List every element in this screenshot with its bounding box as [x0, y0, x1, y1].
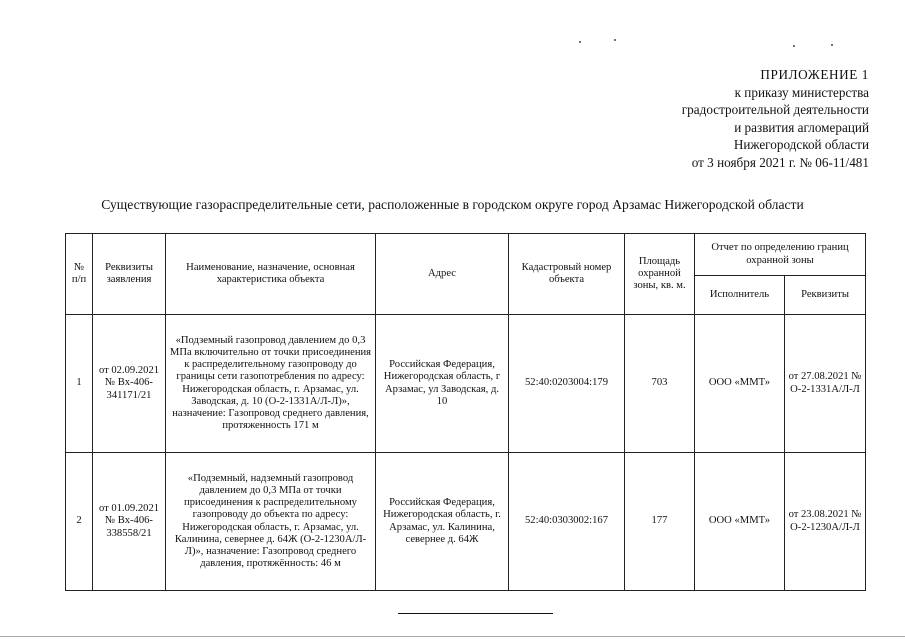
cell-area: 703: [625, 315, 695, 453]
table-row: [66, 315, 866, 453]
document-title: Существующие газораспределительные сети, расположенные в городском округе город Арзамас Нижегородской области: [101, 197, 804, 212]
cell-requisites: от 02.09.2021 № Вх-406-341171/21: [93, 315, 166, 453]
col-header-name: Наименование, назначение, основная характеристика объекта: [166, 234, 376, 315]
scan-speck: [579, 41, 581, 43]
cell-cadastral: 52:40:0303002:167: [509, 453, 625, 591]
cell-num: 1: [66, 315, 93, 453]
cell-executor: ООО «ММТ»: [695, 315, 785, 453]
scan-speck: [793, 45, 795, 47]
appendix-line: от 3 ноября 2021 г. № 06-11/481: [691, 154, 869, 170]
scan-speck: [831, 44, 833, 46]
col-header-report-group: Отчет по определению границ охранной зоны: [695, 234, 866, 276]
appendix-line: градостроительной деятельности: [681, 102, 869, 118]
scan-bottom-edge: [0, 636, 905, 637]
scan-speck: [614, 39, 616, 41]
col-header-num: № п/п: [66, 234, 93, 315]
cell-requisites: от 01.09.2021 № Вх-406-338558/21: [93, 453, 166, 591]
col-header-requisites: Реквизиты заявления: [93, 234, 166, 315]
cell-report-requisites: от 27.08.2021 № О-2-1331А/Л-Л: [785, 315, 866, 453]
appendix-title: ПРИЛОЖЕНИЕ 1: [760, 67, 869, 82]
appendix-line: Нижегородской области: [733, 137, 869, 153]
gas-networks-table: [65, 233, 866, 591]
closing-line: [398, 613, 553, 614]
cell-address: Российская Федерация, Нижегородская область, г Арзамас, ул Заводская, д. 10: [376, 315, 509, 453]
col-header-address: Адрес: [376, 234, 509, 315]
cell-name: «Подземный, надземный газопровод давлением до 0,3 МПа от точки присоединения к распределительному газопроводу до объекта по адресу: Нижегородская область, г. Арзамас, ул. Калинина, севернее д. 64Ж (О-2-1230А/Л-Л)», назначение: Газопровод среднего давления, протяжённость: 46 м: [166, 453, 376, 591]
cell-address: Российская Федерация, Нижегородская область, г. Арзамас, ул. Калинина, севернее д. 64Ж: [376, 453, 509, 591]
col-header-area: Площадь охранной зоны, кв. м.: [625, 234, 695, 315]
cell-report-requisites: от 23.08.2021 № О-2-1230А/Л-Л: [785, 453, 866, 591]
cell-name: «Подземный газопровод давлением до 0,3 МПа включительно от точки присоединения к распределительному газопроводу до границы сети газопотребления по адресу: Нижегородская область, г. Арзамас, ул. Заводская, д. 10 (О-2-1331А/Л-Л)», назначение: Газопровод среднего давления, протяженность 171 м: [166, 315, 376, 453]
col-header-report-requisites: Реквизиты: [785, 276, 866, 315]
appendix-line: к приказу министерства: [734, 84, 869, 100]
col-header-cadastral: Кадастровый номер объекта: [509, 234, 625, 315]
col-header-executor: Исполнитель: [695, 276, 785, 315]
table-row: [66, 453, 866, 591]
cell-cadastral: 52:40:0203004:179: [509, 315, 625, 453]
cell-num: 2: [66, 453, 93, 591]
appendix-header: [549, 66, 869, 172]
table-header-row: [66, 234, 866, 276]
appendix-line: и развития агломераций: [734, 119, 869, 135]
cell-executor: ООО «ММТ»: [695, 453, 785, 591]
cell-area: 177: [625, 453, 695, 591]
